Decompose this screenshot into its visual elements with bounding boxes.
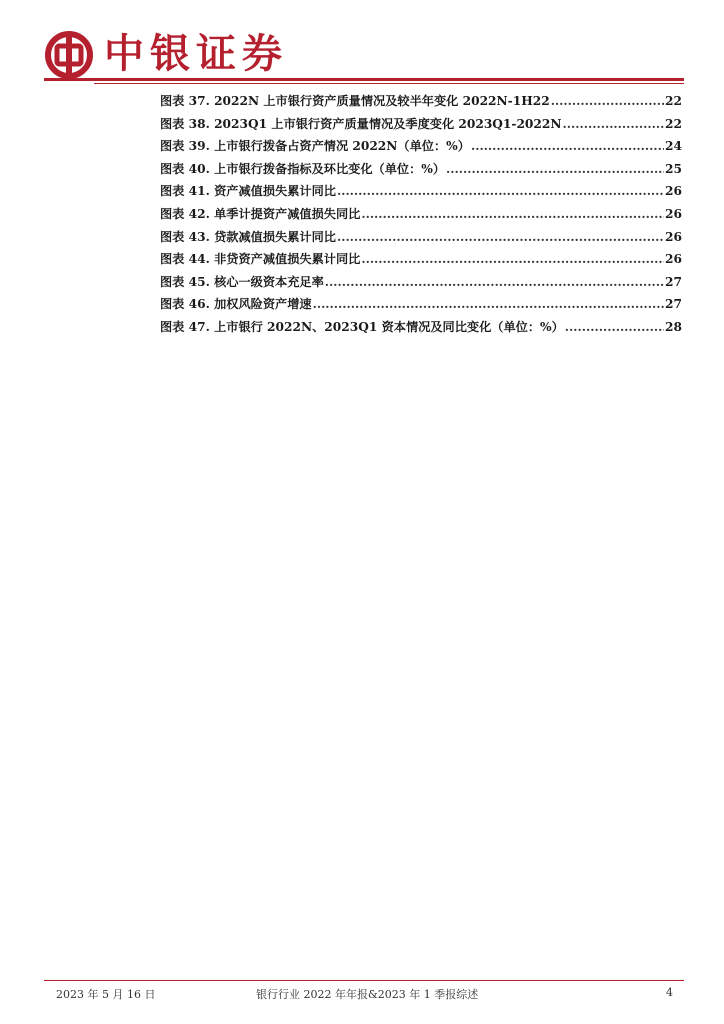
toc-entry-title: 图表 43. 贷款减值损失累计同比 — [160, 229, 336, 244]
toc-leader-dots — [446, 162, 664, 176]
toc-entry[interactable] — [160, 228, 682, 251]
page-header — [0, 0, 724, 90]
toc-entry-page: 28 — [665, 319, 682, 334]
toc-entry[interactable] — [160, 250, 682, 273]
toc-entry-title: 图表 37. 2022N 上市银行资产质量情况及较半年变化 2022N-1H22 — [160, 94, 550, 108]
toc-leader-dots — [361, 207, 664, 221]
toc-entry-title: 图表 46. 加权风险资产增速 — [160, 297, 312, 312]
footer-rule — [44, 980, 684, 981]
toc-leader-dots — [361, 252, 664, 266]
toc-entry[interactable] — [160, 137, 682, 160]
toc-entry-title: 图表 47. 上市银行 2022N、2023Q1 资本情况及同比变化（单位：%） — [160, 319, 564, 334]
toc-entry-page: 27 — [665, 274, 682, 289]
toc-leader-dots — [337, 184, 664, 198]
table-of-contents — [160, 92, 682, 341]
toc-entry-title: 图表 40. 上市银行拨备指标及环比变化（单位：%） — [160, 161, 446, 176]
toc-entry[interactable] — [160, 115, 682, 138]
header-rule-thin — [94, 83, 684, 84]
toc-leader-dots — [551, 94, 664, 108]
toc-entry-title: 图表 38. 2023Q1 上市银行资产质量情况及季度变化 2023Q1-2022N — [160, 116, 562, 131]
toc-entry-page: 24 — [665, 139, 682, 154]
toc-entry[interactable] — [160, 318, 682, 341]
toc-entry-title: 图表 42. 单季计提资产减值损失同比 — [160, 206, 361, 221]
footer-title: 银行行业 2022 年年报&2023 年 1 季报综述 — [256, 988, 479, 1001]
footer-date: 2023 年 5 月 16 日 — [56, 988, 156, 1001]
brand-name: 中银证券 — [104, 31, 288, 77]
header-rule — [44, 78, 684, 81]
toc-entry-title: 图表 41. 资产减值损失累计同比 — [160, 184, 336, 199]
toc-entry[interactable] — [160, 295, 682, 318]
toc-entry-page: 27 — [665, 297, 682, 312]
toc-entry[interactable] — [160, 273, 682, 296]
toc-entry-page: 25 — [665, 161, 682, 176]
toc-entry-page: 26 — [665, 206, 682, 221]
toc-leader-dots — [337, 230, 664, 244]
toc-entry-page: 22 — [665, 116, 682, 131]
boc-logo-icon — [44, 30, 94, 80]
toc-entry-title: 图表 39. 上市银行拨备占资产情况 2022N（单位：%） — [160, 139, 470, 154]
toc-entry[interactable] — [160, 160, 682, 183]
toc-leader-dots — [563, 117, 665, 131]
toc-entry-title: 图表 44. 非贷资产减值损失累计同比 — [160, 252, 361, 267]
toc-entry-page: 26 — [665, 252, 682, 267]
toc-entry[interactable] — [160, 92, 682, 115]
toc-leader-dots — [471, 139, 664, 153]
toc-entry-title: 图表 45. 核心一级资本充足率 — [160, 274, 324, 289]
toc-leader-dots — [565, 320, 664, 334]
page-number: 4 — [666, 986, 673, 999]
toc-entry[interactable] — [160, 205, 682, 228]
toc-leader-dots — [313, 297, 664, 311]
toc-entry-page: 22 — [665, 94, 682, 108]
toc-leader-dots — [325, 275, 664, 289]
toc-entry-page: 26 — [665, 184, 682, 199]
toc-entry-page: 26 — [665, 229, 682, 244]
toc-entry[interactable] — [160, 182, 682, 205]
